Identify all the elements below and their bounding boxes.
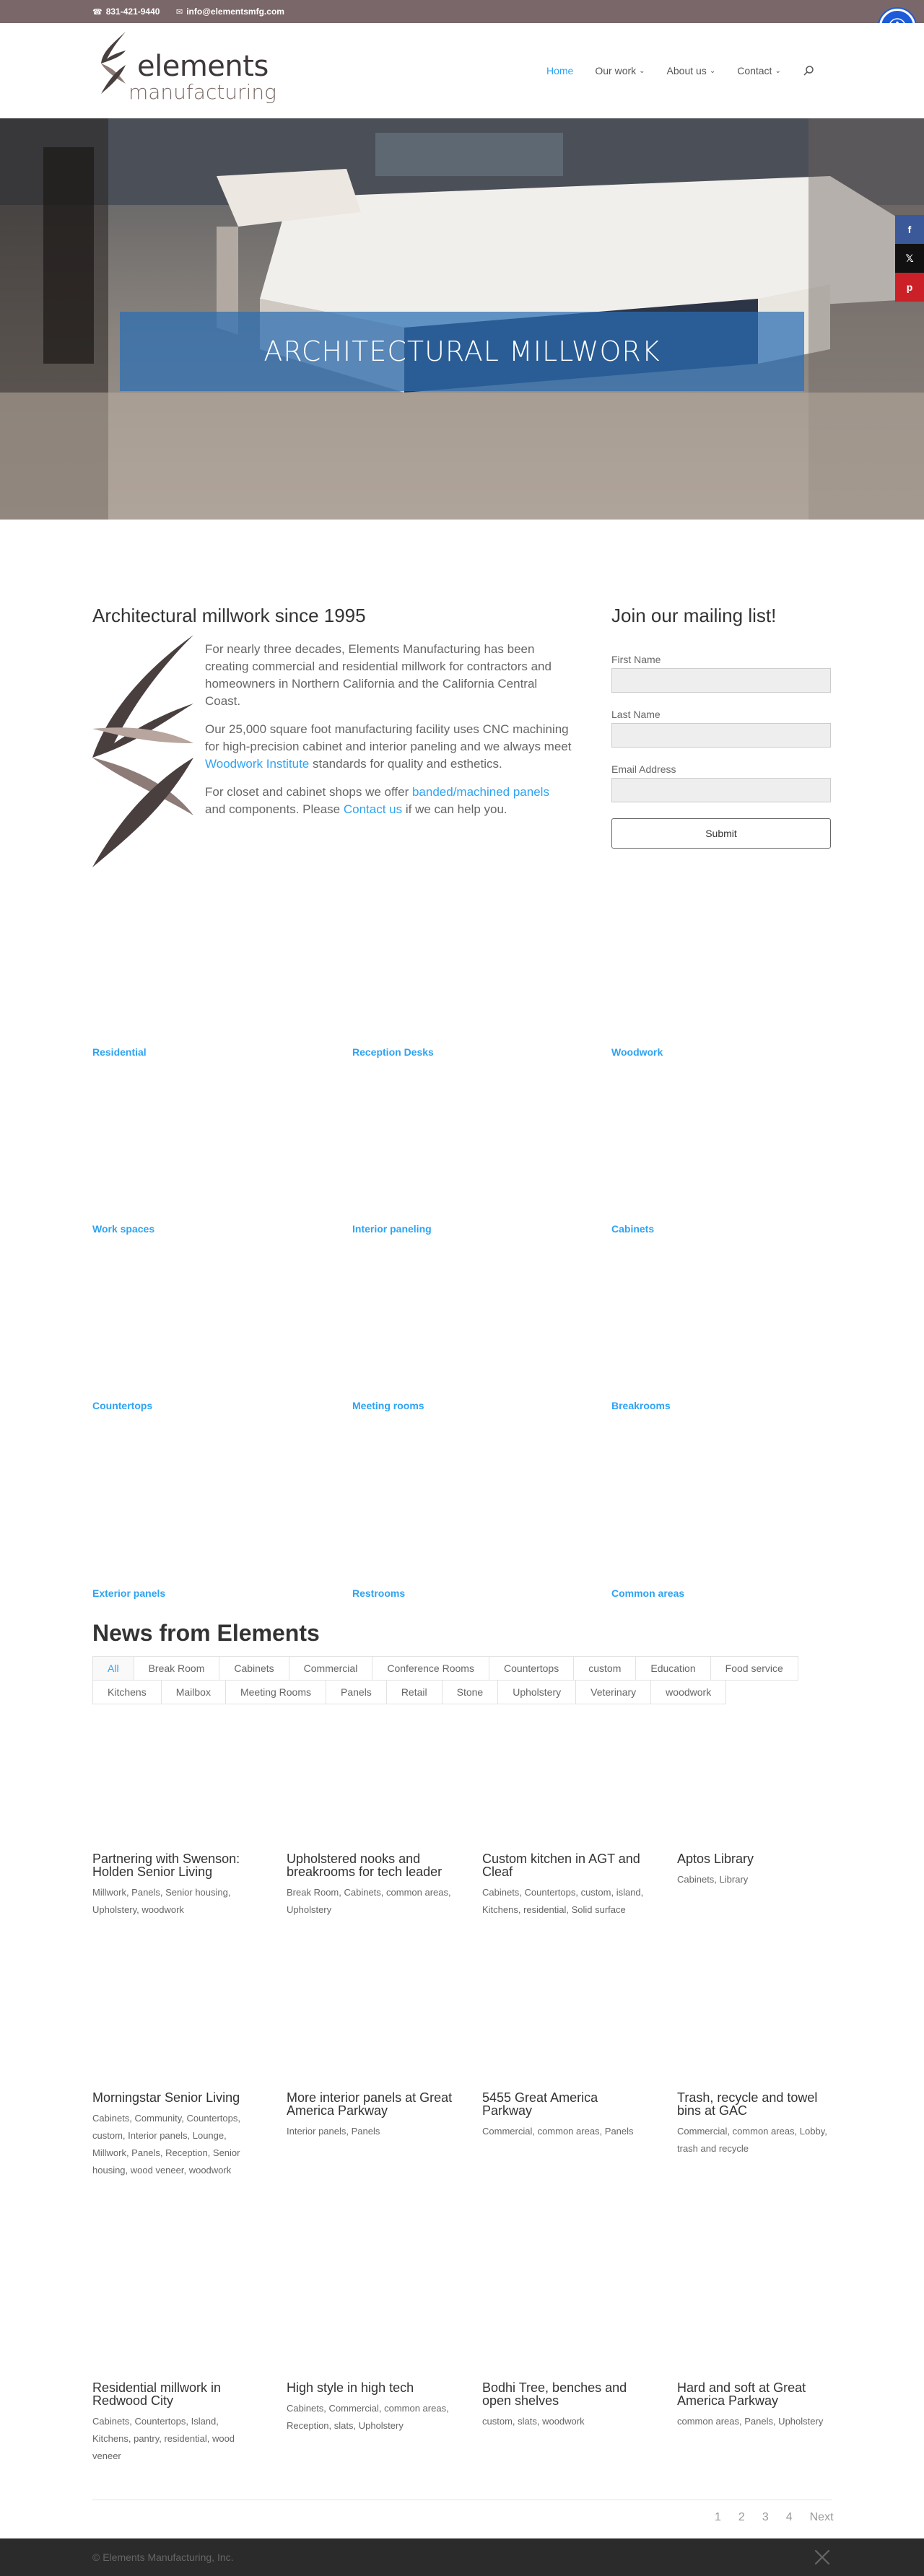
- category-link-meeting-rooms[interactable]: Meeting rooms: [352, 1400, 424, 1411]
- filter-conference-rooms[interactable]: Conference Rooms: [372, 1656, 489, 1681]
- post-categories: Interior panels, Panels: [287, 2126, 380, 2137]
- category-link-work-spaces[interactable]: Work spaces: [92, 1223, 155, 1235]
- chevron-down-icon: ⌄: [775, 66, 781, 75]
- category-link-breakrooms[interactable]: Breakrooms: [611, 1400, 671, 1411]
- post-title[interactable]: Partnering with Swenson: Holden Senior Living: [92, 1852, 240, 1879]
- banded-panels-link[interactable]: banded/machined panels: [411, 785, 549, 799]
- post-title[interactable]: More interior panels at Great America Parkway: [287, 2090, 453, 2118]
- phone-number: 831-421-9440: [105, 6, 160, 17]
- copyright-text: © Elements Manufacturing, Inc.: [92, 2551, 234, 2563]
- email-label: Email Address: [611, 763, 676, 775]
- category-link-reception-desks[interactable]: Reception Desks: [352, 1046, 434, 1058]
- news-post: [677, 2091, 843, 2157]
- elements-logo-graphic: [92, 635, 195, 867]
- nav-label: About us: [666, 65, 707, 76]
- post-categories: Cabinets, Library: [677, 1874, 749, 1885]
- post-title[interactable]: Morningstar Senior Living: [92, 2090, 240, 2105]
- filter-veterinary[interactable]: Veterinary: [575, 1680, 651, 1704]
- nav-item-our-work[interactable]: [595, 65, 645, 76]
- first-name-input[interactable]: [611, 668, 831, 693]
- filter-woodwork[interactable]: woodwork: [650, 1680, 726, 1704]
- post-categories: Commercial, common areas, Panels: [482, 2126, 634, 2137]
- category-link-residential[interactable]: Residential: [92, 1046, 147, 1058]
- chevron-down-icon: ⌄: [639, 66, 645, 75]
- post-categories: Cabinets, Community, Countertops, custom, Interior panels, Lounge, Millwork, Panels, Reception, Senior housing, wood veneer, woodwork: [92, 2113, 240, 2176]
- nav-label: Home: [546, 65, 574, 76]
- hero-section: [0, 118, 924, 520]
- news-post: [287, 2381, 453, 2435]
- submit-button[interactable]: Submit: [611, 818, 831, 849]
- last-name-label: Last Name: [611, 709, 661, 720]
- last-name-input[interactable]: [611, 723, 831, 748]
- page-link-1[interactable]: 1: [715, 2511, 721, 2523]
- hero-title: ARCHITECTURAL MILLWORK: [120, 312, 804, 391]
- nav-label: Contact: [737, 65, 772, 76]
- news-post: [482, 2381, 648, 2430]
- about-paragraph: Our 25,000 square foot manufacturing facility uses CNC machining for high-precision cabinet and interior paneling and we always meet Woodwork Institute standards for quality and esthetics.: [205, 722, 572, 771]
- nav-item-contact[interactable]: [737, 65, 781, 76]
- category-link-cabinets[interactable]: Cabinets: [611, 1223, 655, 1235]
- nav-label: Our work: [595, 65, 637, 76]
- nav-item-about-us[interactable]: [667, 65, 716, 76]
- pinterest-icon: p: [906, 281, 913, 293]
- brand-subtitle: manufacturing: [128, 80, 276, 104]
- news-title: News from Elements: [92, 1620, 320, 1646]
- pagination: [715, 2511, 834, 2524]
- post-categories: common areas, Panels, Upholstery: [677, 2416, 824, 2427]
- news-post: [482, 1852, 648, 1919]
- post-title[interactable]: Trash, recycle and towel bins at GAC: [677, 2090, 818, 2118]
- filter-panels[interactable]: Panels: [326, 1680, 387, 1704]
- main-nav: [546, 65, 814, 76]
- post-title[interactable]: Hard and soft at Great America Parkway: [677, 2380, 806, 2408]
- post-title[interactable]: Custom kitchen in AGT and Cleaf: [482, 1852, 640, 1879]
- news-post: [677, 2381, 843, 2430]
- search-icon[interactable]: [803, 65, 814, 76]
- post-categories: Cabinets, Countertops, custom, island, Kitchens, residential, Solid surface: [482, 1887, 644, 1915]
- next-page-link[interactable]: Next: [809, 2511, 834, 2523]
- about-paragraph: For closet and cabinet shops we offer banded/machined panels and components. Please Contact us if we can help you.: [205, 785, 549, 816]
- brand-name: elements: [137, 50, 269, 83]
- post-title[interactable]: High style in high tech: [287, 2380, 414, 2395]
- category-link-exterior-panels[interactable]: Exterior panels: [92, 1587, 166, 1599]
- news-post: [287, 1852, 453, 1919]
- first-name-label: First Name: [611, 654, 661, 665]
- x-social-icon[interactable]: [814, 2549, 830, 2565]
- category-link-common-areas[interactable]: Common areas: [611, 1587, 685, 1599]
- x-icon: 𝕏: [905, 252, 914, 264]
- post-title[interactable]: 5455 Great America Parkway: [482, 2090, 598, 2118]
- site-footer: [0, 2538, 924, 2576]
- nav-item-home[interactable]: [546, 65, 573, 76]
- woodwork-institute-link[interactable]: Woodwork Institute: [205, 757, 310, 771]
- about-paragraph: For nearly three decades, Elements Manufacturing has been creating commercial and residential millwork for contractors and homeowners in Northern California and the California Central Coast.: [205, 642, 552, 708]
- post-title[interactable]: Bodhi Tree, benches and open shelves: [482, 2380, 627, 2408]
- news-post: [677, 1852, 843, 1888]
- post-title[interactable]: Upholstered nooks and breakrooms for tech leader: [287, 1852, 443, 1879]
- mailing-list-title: Join our mailing list!: [611, 605, 777, 626]
- email-address: info@elementsmfg.com: [186, 6, 284, 17]
- about-title: Architectural millwork since 1995: [92, 605, 366, 626]
- filter-all[interactable]: All: [92, 1656, 134, 1681]
- news-post: [92, 1852, 258, 1919]
- page-link-3[interactable]: 3: [762, 2511, 769, 2523]
- site-logo[interactable]: [92, 30, 276, 114]
- news-post: [92, 2091, 258, 2179]
- filter-stone[interactable]: Stone: [442, 1680, 499, 1704]
- filter-countertops[interactable]: Countertops: [489, 1656, 574, 1681]
- post-title[interactable]: Residential millwork in Redwood City: [92, 2380, 222, 2408]
- filter-meeting-rooms[interactable]: Meeting Rooms: [225, 1680, 326, 1704]
- category-link-interior-paneling[interactable]: Interior paneling: [352, 1223, 432, 1235]
- news-post: [287, 2091, 453, 2140]
- post-categories: Break Room, Cabinets, common areas, Upholstery: [287, 1887, 451, 1915]
- filter-food-service[interactable]: Food service: [710, 1656, 798, 1681]
- filter-education[interactable]: Education: [635, 1656, 710, 1681]
- post-categories: custom, slats, woodwork: [482, 2416, 585, 2427]
- page-link-2[interactable]: 2: [738, 2511, 745, 2523]
- category-link-woodwork[interactable]: Woodwork: [611, 1046, 663, 1058]
- about-text: [205, 641, 573, 829]
- news-post: [92, 2381, 258, 2465]
- facebook-share-button[interactable]: [895, 215, 924, 244]
- contact-us-link[interactable]: Contact us: [343, 802, 403, 816]
- news-post: [482, 2091, 648, 2140]
- filter-commercial[interactable]: Commercial: [289, 1656, 373, 1681]
- post-categories: Millwork, Panels, Senior housing, Upholstery, woodwork: [92, 1887, 231, 1915]
- post-title[interactable]: Aptos Library: [677, 1852, 754, 1866]
- category-link-restrooms[interactable]: Restrooms: [352, 1587, 406, 1599]
- filter-retail[interactable]: Retail: [386, 1680, 443, 1704]
- post-categories: Commercial, common areas, Lobby, trash and recycle: [677, 2126, 827, 2154]
- chevron-down-icon: ⌄: [709, 66, 716, 75]
- category-link-countertops[interactable]: Countertops: [92, 1400, 153, 1411]
- email-link[interactable]: [176, 6, 284, 17]
- news-filter-bar: [92, 1656, 836, 1704]
- phone-icon: ☎: [92, 7, 103, 17]
- email-input[interactable]: [611, 778, 831, 802]
- phone-link[interactable]: [92, 6, 160, 17]
- filter-mailbox[interactable]: Mailbox: [161, 1680, 226, 1704]
- top-bar: [0, 0, 924, 23]
- facebook-icon: f: [907, 224, 912, 235]
- filter-kitchens[interactable]: Kitchens: [92, 1680, 162, 1704]
- page-link-4[interactable]: 4: [785, 2511, 793, 2523]
- pinterest-share-button[interactable]: [895, 273, 924, 302]
- logo-mark-icon: [97, 30, 131, 95]
- filter-custom[interactable]: custom: [573, 1656, 636, 1681]
- filter-cabinets[interactable]: Cabinets: [219, 1656, 289, 1681]
- x-share-button[interactable]: [895, 244, 924, 273]
- filter-upholstery[interactable]: Upholstery: [497, 1680, 576, 1704]
- envelope-icon: ✉: [176, 7, 183, 17]
- post-categories: Cabinets, Countertops, Island, Kitchens, pantry, residential, wood veneer: [92, 2416, 235, 2461]
- post-categories: Cabinets, Commercial, common areas, Reception, slats, Upholstery: [287, 2403, 449, 2431]
- filter-break-room[interactable]: Break Room: [134, 1656, 220, 1681]
